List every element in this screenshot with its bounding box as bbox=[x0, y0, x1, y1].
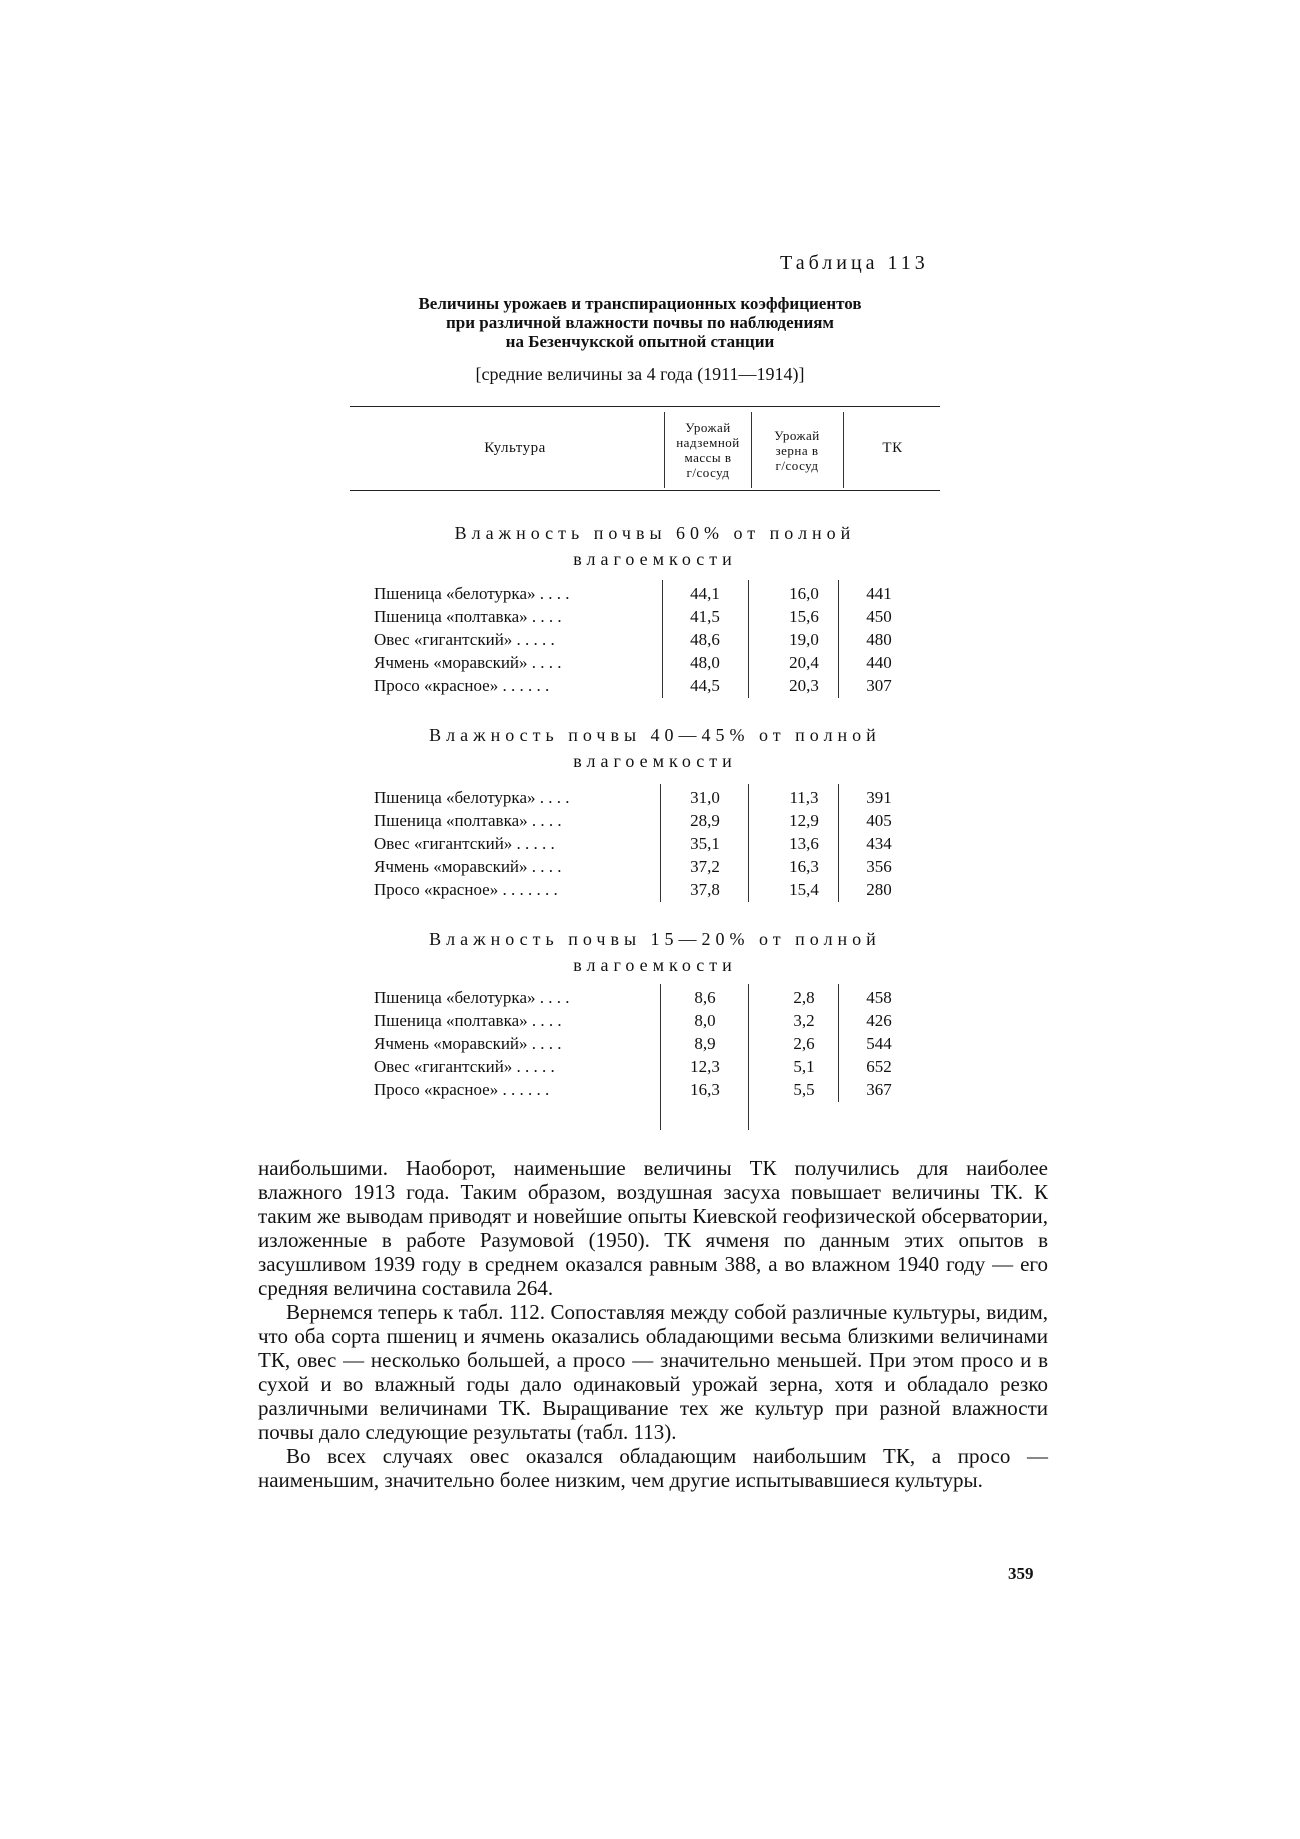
biomass-value: 31,0 bbox=[690, 788, 720, 807]
crop-name: Пшеница «полтавка» . . . . bbox=[374, 811, 562, 830]
header-top-rule bbox=[350, 406, 940, 407]
crop-name: Просо «красное» . . . . . . bbox=[374, 1080, 550, 1099]
paragraph: Во всех случаях овес оказался обладающим наибольшим ТК, а просо — наименьшим, значительно более низким, чем другие испытывавшиеся культуры. bbox=[258, 1444, 1048, 1492]
grain-value: 16,3 bbox=[789, 857, 819, 876]
biomass-value: 37,8 bbox=[690, 880, 720, 899]
header-divider bbox=[751, 412, 752, 488]
grain-value: 12,9 bbox=[789, 811, 819, 830]
biomass-value: 8,0 bbox=[694, 1011, 716, 1030]
biomass-value: 28,9 bbox=[690, 811, 720, 830]
tk-value: 307 bbox=[866, 676, 892, 695]
section-title: Влажность почвы 60% от полной влагоемкости bbox=[454, 523, 856, 569]
grain-value: 2,6 bbox=[793, 1034, 815, 1053]
tk-value: 458 bbox=[866, 988, 892, 1007]
header-tk: ТК bbox=[882, 440, 903, 456]
tk-value: 280 bbox=[866, 880, 892, 899]
biomass-value: 44,5 bbox=[690, 676, 720, 695]
crop-name: Ячмень «моравский» . . . . bbox=[374, 1034, 562, 1053]
tk-value: 480 bbox=[866, 630, 892, 649]
paragraph: Вернемся теперь к табл. 112. Сопоставляя между собой различные культуры, видим, что оба сорта пшениц и ячмень оказались обладающими весьма близкими величинами ТК, овес — несколько большей, а просо — значительно меньшей. При этом просо и в сухой и во влажный годы дало одинаковый урожай зерна, хотя и обладало резко различными величинами ТК. Выращивание тех же культур при разной влажности почвы дало следующие результаты (табл. 113). bbox=[258, 1300, 1048, 1444]
tk-value: 652 bbox=[866, 1057, 892, 1076]
grain-value: 11,3 bbox=[789, 788, 819, 807]
table-row bbox=[374, 857, 914, 881]
grain-value: 2,8 bbox=[793, 988, 815, 1007]
grain-value: 20,3 bbox=[789, 676, 819, 695]
grain-value: 16,0 bbox=[789, 584, 819, 603]
crop-name: Ячмень «моравский» . . . . bbox=[374, 653, 562, 672]
header-crop: Культура bbox=[484, 440, 546, 456]
grain-value: 5,1 bbox=[793, 1057, 815, 1076]
biomass-value: 37,2 bbox=[690, 857, 720, 876]
grain-value: 3,2 bbox=[793, 1011, 815, 1030]
grain-value: 5,5 bbox=[793, 1080, 815, 1099]
table-title bbox=[330, 294, 950, 351]
table-label: Таблица 113 bbox=[780, 252, 929, 274]
grain-value: 15,6 bbox=[789, 607, 819, 626]
grain-value: 15,4 bbox=[789, 880, 819, 899]
crop-name: Овес «гигантский» . . . . . bbox=[374, 630, 555, 649]
grain-value: 20,4 bbox=[789, 653, 819, 672]
biomass-value: 12,3 bbox=[690, 1057, 720, 1076]
table-row bbox=[374, 811, 914, 835]
crop-name: Овес «гигантский» . . . . . bbox=[374, 1057, 555, 1076]
tk-value: 426 bbox=[866, 1011, 892, 1030]
table-row bbox=[374, 653, 914, 677]
table-title-line: Величины урожаев и транспирационных коэффициентов bbox=[418, 294, 862, 313]
crop-name: Пшеница «белотурка» . . . . bbox=[374, 788, 570, 807]
grain-value: 13,6 bbox=[789, 834, 819, 853]
table-row bbox=[374, 630, 914, 654]
table-title-line: на Безенчукской опытной станции bbox=[505, 332, 775, 351]
table-row bbox=[374, 584, 914, 608]
table-row bbox=[374, 1034, 914, 1058]
tk-value: 441 bbox=[866, 584, 892, 603]
tk-value: 544 bbox=[866, 1034, 892, 1053]
crop-name: Пшеница «полтавка» . . . . bbox=[374, 607, 562, 626]
body-text bbox=[258, 1156, 1048, 1492]
table-row bbox=[374, 834, 914, 858]
table-row bbox=[374, 1011, 914, 1035]
table-row bbox=[374, 788, 914, 812]
table-title-line: при различной влажности почвы по наблюдениям bbox=[445, 313, 835, 332]
tk-value: 434 bbox=[866, 834, 892, 853]
table-row bbox=[374, 1057, 914, 1081]
biomass-value: 8,9 bbox=[694, 1034, 716, 1053]
tk-value: 450 bbox=[866, 607, 892, 626]
crop-name: Просо «красное» . . . . . . bbox=[374, 676, 550, 695]
page-number: 359 bbox=[1008, 1564, 1034, 1583]
crop-name: Пшеница «белотурка» . . . . bbox=[374, 584, 570, 603]
grain-value: 19,0 bbox=[789, 630, 819, 649]
table-row bbox=[374, 1080, 914, 1104]
table-row bbox=[374, 676, 914, 700]
biomass-value: 48,6 bbox=[690, 630, 720, 649]
header-divider bbox=[843, 412, 844, 488]
crop-name: Ячмень «моравский» . . . . bbox=[374, 857, 562, 876]
biomass-value: 48,0 bbox=[690, 653, 720, 672]
biomass-value: 41,5 bbox=[690, 607, 720, 626]
header-biomass: Урожай надземной массы в г/сосуд bbox=[676, 420, 740, 480]
header-bottom-rule bbox=[350, 490, 940, 491]
biomass-value: 35,1 bbox=[690, 834, 720, 853]
table-row bbox=[374, 880, 914, 904]
crop-name: Пшеница «полтавка» . . . . bbox=[374, 1011, 562, 1030]
tk-value: 405 bbox=[866, 811, 892, 830]
table-row bbox=[374, 988, 914, 1012]
table-row bbox=[374, 607, 914, 631]
tk-value: 391 bbox=[866, 788, 892, 807]
header-divider bbox=[664, 412, 665, 488]
crop-name: Пшеница «белотурка» . . . . bbox=[374, 988, 570, 1007]
paragraph: наибольшими. Наоборот, наименьшие величины ТК получились для наиболее влажного 1913 года. Таким образом, воздушная засуха повышает величины ТК. К таким же выводам приводят и новейшие опыты Киевской геофизической обсерватории, изложенные в работе Разумовой (1950). ТК ячменя по данным этих опытов в засушливом 1939 году в среднем оказался равным 388, а во влажном 1940 году — его средняя величина составила 264. bbox=[258, 1156, 1048, 1300]
tk-value: 367 bbox=[866, 1080, 892, 1099]
biomass-value: 8,6 bbox=[694, 988, 716, 1007]
section-title: Влажность почвы 40—45% от полной влагоемкости bbox=[429, 725, 881, 771]
table-subtitle: [средние величины за 4 года (1911—1914)] bbox=[475, 364, 805, 384]
section-title: Влажность почвы 15—20% от полной влагоемкости bbox=[429, 929, 881, 975]
crop-name: Овес «гигантский» . . . . . bbox=[374, 834, 555, 853]
biomass-value: 44,1 bbox=[690, 584, 720, 603]
crop-name: Просо «красное» . . . . . . . bbox=[374, 880, 558, 899]
header-grain: Урожай зерна в г/сосуд bbox=[774, 428, 820, 473]
tk-value: 440 bbox=[866, 653, 892, 672]
biomass-value: 16,3 bbox=[690, 1080, 720, 1099]
tk-value: 356 bbox=[866, 857, 892, 876]
